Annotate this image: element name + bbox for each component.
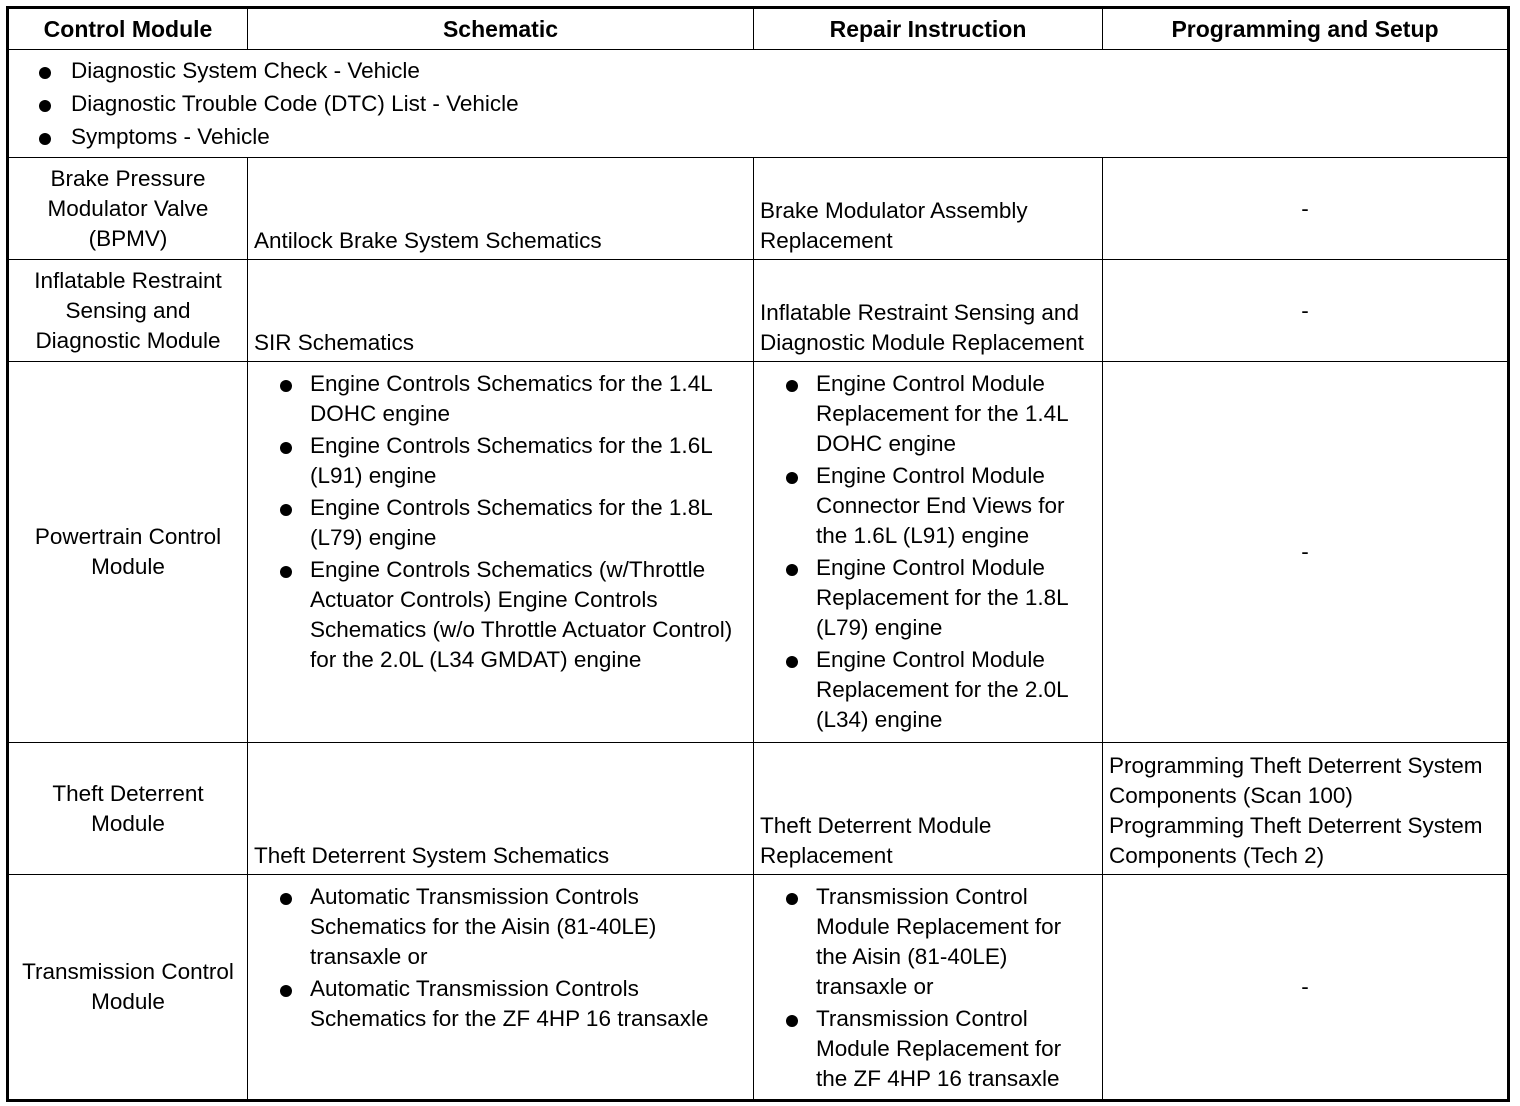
- list-item[interactable]: [254, 974, 747, 1034]
- repair-link[interactable]: Transmission Control Module Replacement for the Aisin (81-40LE) transaxle or: [816, 884, 1062, 999]
- programming-none: -: [1103, 260, 1509, 362]
- header-repair-instruction: Repair Instruction: [754, 8, 1103, 50]
- schematic-link[interactable]: Automatic Transmission Controls Schematics for the ZF 4HP 16 transaxle: [310, 976, 709, 1031]
- link-symptoms[interactable]: Symptoms - Vehicle: [71, 124, 270, 149]
- table-row-sdm: [8, 260, 1509, 362]
- list-item[interactable]: [760, 1004, 1096, 1094]
- repair-link[interactable]: Theft Deterrent Module Replacement: [754, 743, 1103, 875]
- general-links-cell: [8, 50, 1509, 158]
- schematic-link[interactable]: Antilock Brake System Schematics: [248, 158, 754, 260]
- list-item[interactable]: [760, 645, 1096, 735]
- repair-list: [760, 369, 1096, 735]
- bullet-icon: [280, 566, 292, 578]
- table-row-tcm: [8, 875, 1509, 1101]
- schematic-link[interactable]: Automatic Transmission Controls Schematics for the Aisin (81-40LE) transaxle or: [310, 884, 657, 969]
- bullet-icon: [280, 380, 292, 392]
- repair-list-cell: [754, 875, 1103, 1101]
- list-item[interactable]: [254, 555, 747, 675]
- bullet-icon: [786, 656, 798, 668]
- repair-link[interactable]: Engine Control Module Connector End Views for the 1.6L (L91) engine: [816, 463, 1065, 548]
- list-item[interactable]: [760, 882, 1096, 1002]
- schematic-list: [254, 882, 747, 1034]
- header-schematic: Schematic: [248, 8, 754, 50]
- control-module-reference-table: [6, 6, 1510, 1102]
- general-link-item[interactable]: [15, 56, 1501, 86]
- programming-link-scan100[interactable]: Programming Theft Deterrent System Components (Scan 100): [1109, 753, 1483, 808]
- repair-list-cell: [754, 362, 1103, 743]
- repair-link[interactable]: Transmission Control Module Replacement for the ZF 4HP 16 transaxle: [816, 1006, 1062, 1091]
- list-item[interactable]: [760, 553, 1096, 643]
- module-name: Transmission Control Module: [8, 875, 248, 1101]
- repair-link[interactable]: Engine Control Module Replacement for the 1.8L (L79) engine: [816, 555, 1068, 640]
- bullet-icon: [39, 133, 51, 145]
- list-item[interactable]: [254, 431, 747, 491]
- schematic-link[interactable]: Engine Controls Schematics for the 1.8L (L79) engine: [310, 495, 712, 550]
- module-name: Inflatable Restraint Sensing and Diagnostic Module: [8, 260, 248, 362]
- bullet-icon: [280, 893, 292, 905]
- repair-link[interactable]: Engine Control Module Replacement for the 1.4L DOHC engine: [816, 371, 1068, 456]
- module-name: Theft Deterrent Module: [8, 743, 248, 875]
- bullet-icon: [280, 985, 292, 997]
- list-item[interactable]: [254, 493, 747, 553]
- schematic-list-cell: [248, 362, 754, 743]
- schematic-link[interactable]: Theft Deterrent System Schematics: [248, 743, 754, 875]
- schematic-link[interactable]: Engine Controls Schematics for the 1.4L DOHC engine: [310, 371, 712, 426]
- schematic-link[interactable]: Engine Controls Schematics (w/Throttle Actuator Controls) Engine Controls Schematics (w/o Throttle Actuator Control) for the 2.0L (L34 GMDAT) engine: [310, 557, 733, 672]
- repair-link[interactable]: Brake Modulator Assembly Replacement: [754, 158, 1103, 260]
- list-item[interactable]: [254, 882, 747, 972]
- table-row-pcm: [8, 362, 1509, 743]
- bullet-icon: [280, 504, 292, 516]
- list-item[interactable]: [760, 369, 1096, 459]
- schematic-list: [254, 369, 747, 675]
- bullet-icon: [39, 100, 51, 112]
- programming-none: -: [1103, 158, 1509, 260]
- schematic-list-cell: [248, 875, 754, 1101]
- bullet-icon: [786, 380, 798, 392]
- repair-link[interactable]: Engine Control Module Replacement for the 2.0L (L34) engine: [816, 647, 1068, 732]
- repair-link[interactable]: Inflatable Restraint Sensing and Diagnostic Module Replacement: [754, 260, 1103, 362]
- bullet-icon: [280, 442, 292, 454]
- bullet-icon: [786, 564, 798, 576]
- link-dtc-list[interactable]: Diagnostic Trouble Code (DTC) List - Vehicle: [71, 91, 519, 116]
- general-link-item[interactable]: [15, 122, 1501, 152]
- table-row-theft-deterrent: [8, 743, 1509, 875]
- schematic-link[interactable]: Engine Controls Schematics for the 1.6L (L91) engine: [310, 433, 712, 488]
- repair-list: [760, 882, 1096, 1094]
- general-links-row: [8, 50, 1509, 158]
- programming-cell: [1103, 743, 1509, 875]
- schematic-link[interactable]: SIR Schematics: [248, 260, 754, 362]
- table-row-bpmv: [8, 158, 1509, 260]
- bullet-icon: [786, 893, 798, 905]
- module-name: Powertrain Control Module: [8, 362, 248, 743]
- programming-none: -: [1103, 362, 1509, 743]
- list-item[interactable]: [254, 369, 747, 429]
- bullet-icon: [786, 1015, 798, 1027]
- programming-link-tech2[interactable]: Programming Theft Deterrent System Components (Tech 2): [1109, 813, 1483, 868]
- list-item[interactable]: [760, 461, 1096, 551]
- link-system-check[interactable]: Diagnostic System Check - Vehicle: [71, 58, 420, 83]
- header-control-module: Control Module: [8, 8, 248, 50]
- header-row: [8, 8, 1509, 50]
- module-name: Brake Pressure Modulator Valve (BPMV): [8, 158, 248, 260]
- header-programming-setup: Programming and Setup: [1103, 8, 1509, 50]
- general-link-item[interactable]: [15, 89, 1501, 119]
- programming-none: -: [1103, 875, 1509, 1101]
- bullet-icon: [786, 472, 798, 484]
- general-links-list: [15, 56, 1501, 152]
- bullet-icon: [39, 67, 51, 79]
